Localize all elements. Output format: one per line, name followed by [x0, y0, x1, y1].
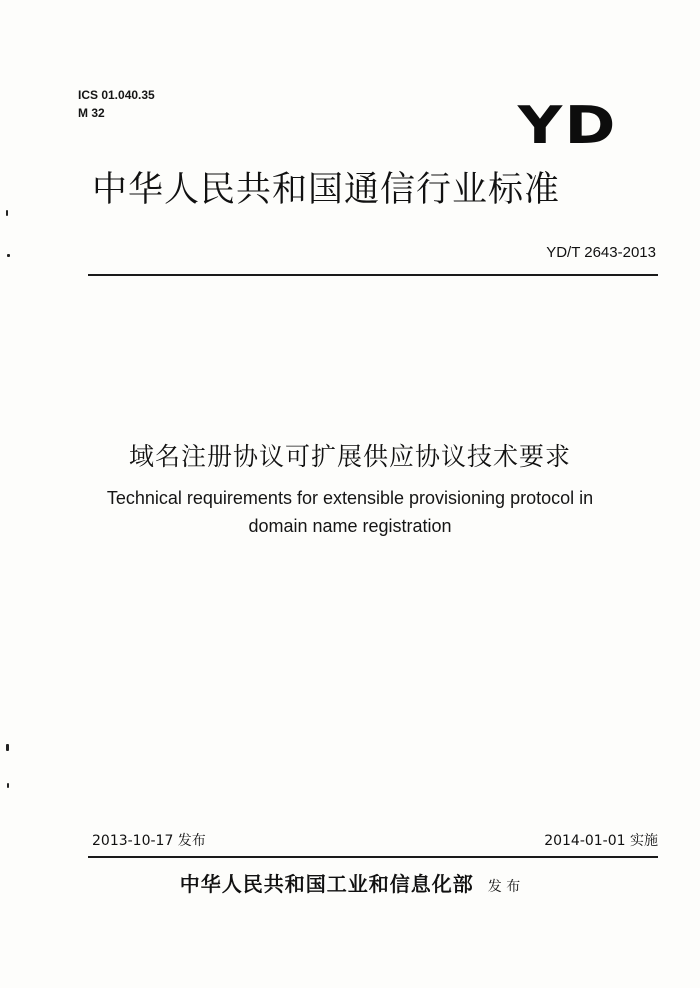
implementation-date: 2014-01-01 实施	[544, 833, 658, 849]
issue-date: 2013-10-17 发布	[92, 833, 206, 849]
scan-speck	[6, 210, 8, 216]
english-title-line-1: Technical requirements for extensible provisioning protocol in	[106, 488, 594, 508]
header-divider	[88, 274, 658, 276]
publisher-name: 中华人民共和国工业和信息化部	[179, 872, 474, 896]
document-title-english	[60, 484, 640, 540]
scan-speck	[6, 744, 9, 751]
publish-label: 发 布	[487, 879, 521, 895]
ics-code: ICS 01.040.35	[78, 88, 155, 102]
standard-body-title: 中华人民共和国通信行业标准	[92, 170, 561, 210]
category-code: M 32	[78, 106, 105, 120]
yd-logo: YD	[517, 96, 618, 156]
footer-divider	[88, 856, 658, 858]
scan-speck	[7, 783, 9, 788]
scan-speck	[7, 254, 10, 257]
english-title-line-2: domain name registration	[248, 516, 452, 536]
document-title-chinese: 域名注册协议可扩展供应协议技术要求	[128, 442, 571, 471]
publisher-row	[0, 868, 700, 897]
standard-number: YD/T 2643-2013	[546, 244, 656, 261]
